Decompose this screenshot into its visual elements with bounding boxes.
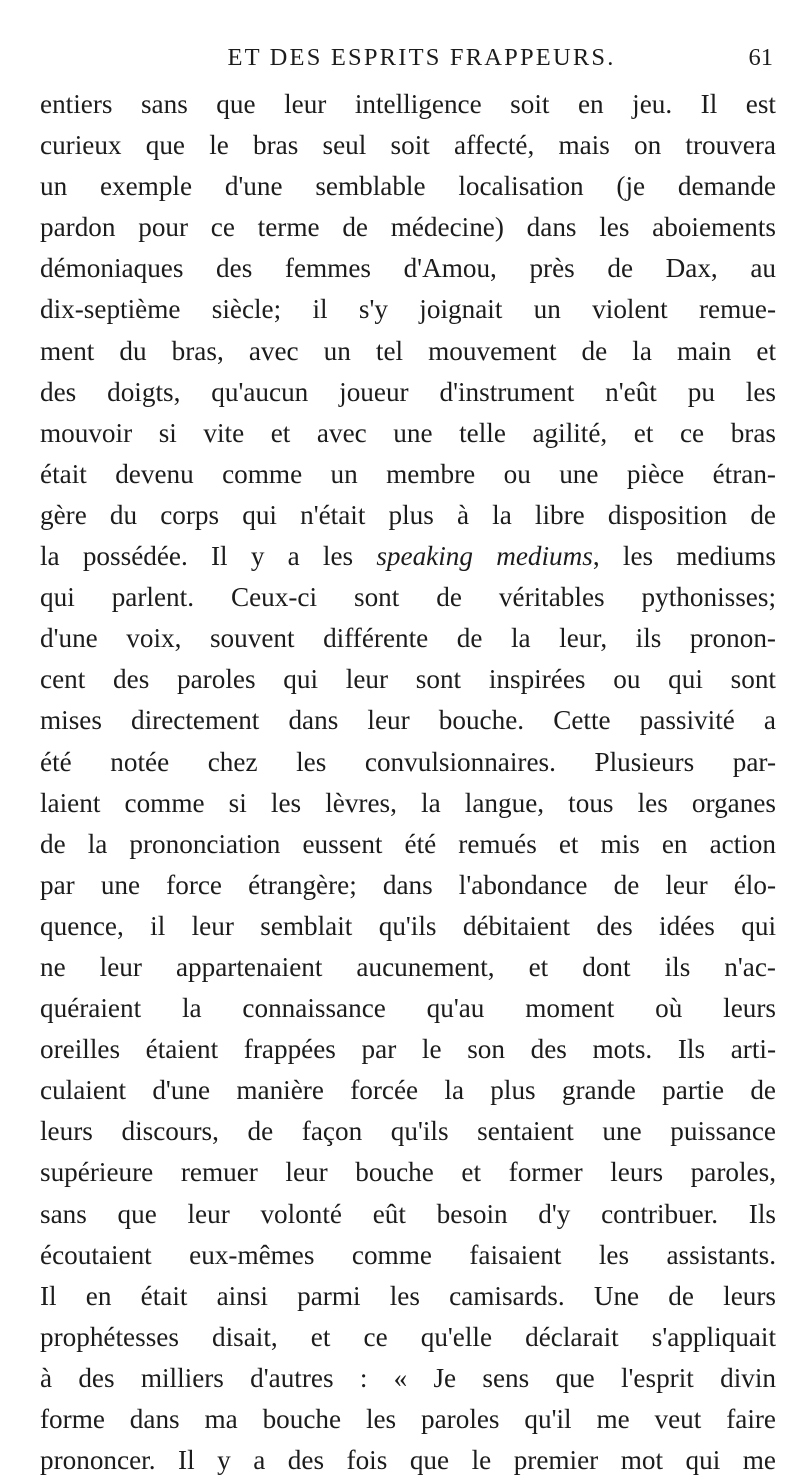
text-line: un exemple d'une semblable localisation (je demande	[40, 171, 776, 202]
text-line: culaient d'une manière forcée la plus grande partie de	[40, 1075, 776, 1106]
text-line-end: , les mediums	[592, 541, 776, 572]
page-number: 61	[748, 44, 773, 71]
text-line-start: la possédée. Il y a les	[40, 541, 377, 572]
text-line: démoniaques des femmes d'Amou, près de Dax, au	[40, 253, 776, 284]
text-line	[40, 536, 776, 577]
text-line: mouvoir si vite et avec une telle agilité, et ce bras	[40, 417, 776, 448]
text-line: sans que leur volonté eût besoin d'y contribuer. Ils	[40, 1198, 776, 1229]
text-line: à des milliers d'autres : « Je sens que l'esprit divin	[40, 1362, 776, 1393]
text-line: des doigts, qu'aucun joueur d'instrument n'eût pu les	[40, 376, 776, 407]
text-line: cent des paroles qui leur sont inspirées ou qui sont	[40, 664, 776, 695]
text-line: écoutaient eux-mêmes comme faisaient les assistants.	[40, 1239, 776, 1270]
text-line: leurs discours, de façon qu'ils sentaient une puissance	[40, 1116, 776, 1147]
text-line: prononcer. Il y a des fois que le premier mot qui me	[40, 1445, 776, 1476]
text-line: quence, il leur semblait qu'ils débitaient des idées qui	[40, 910, 776, 941]
text-line: prophétesses disait, et ce qu'elle déclarait s'appliquait	[40, 1321, 776, 1352]
body-text	[40, 84, 776, 1481]
text-line: laient comme si les lèvres, la langue, tous les organes	[40, 787, 776, 818]
running-title: ET DES ESPRITS FRAPPEURS.	[227, 44, 616, 71]
text-line: quéraient la connaissance qu'au moment où leurs	[40, 993, 776, 1024]
italic-term: speaking mediums	[376, 541, 593, 572]
text-line: supérieure remuer leur bouche et former leurs paroles,	[40, 1157, 776, 1188]
text-line: été notée chez les convulsionnaires. Plusieurs par-	[40, 746, 776, 777]
text-line: forme dans ma bouche les paroles qu'il me veut faire	[40, 1404, 776, 1434]
text-line: par une force étrangère; dans l'abondance de leur élo-	[40, 869, 776, 900]
text-line: ment du bras, avec un tel mouvement de la main et	[40, 335, 776, 366]
running-head	[40, 40, 773, 76]
text-line: d'une voix, souvent différente de la leur, ils pronon-	[40, 623, 776, 654]
text-line: Il en était ainsi parmi les camisards. Une de leurs	[40, 1280, 776, 1311]
text-line: curieux que le bras seul soit affecté, mais on trouvera	[40, 130, 776, 161]
text-line: oreilles étaient frappées par le son des mots. Ils arti-	[40, 1034, 776, 1065]
text-line: pardon pour ce terme de médecine) dans les aboiements	[40, 212, 776, 243]
text-line: de la prononciation eussent été remués et mis en action	[40, 828, 776, 859]
text-line: mises directement dans leur bouche. Cette passivité a	[40, 705, 776, 736]
text-line: qui parlent. Ceux-ci sont de véritables pythonisses;	[40, 582, 776, 613]
text-line: entiers sans que leur intelligence soit en jeu. Il est	[40, 89, 776, 119]
text-line: gère du corps qui n'était plus à la libre disposition de	[40, 499, 776, 530]
text-line: dix-septième siècle; il s'y joignait un violent remue-	[40, 294, 776, 325]
text-line: ne leur appartenaient aucunement, et dont ils n'ac-	[40, 951, 776, 982]
text-line: était devenu comme un membre ou une pièce étran-	[40, 458, 776, 489]
